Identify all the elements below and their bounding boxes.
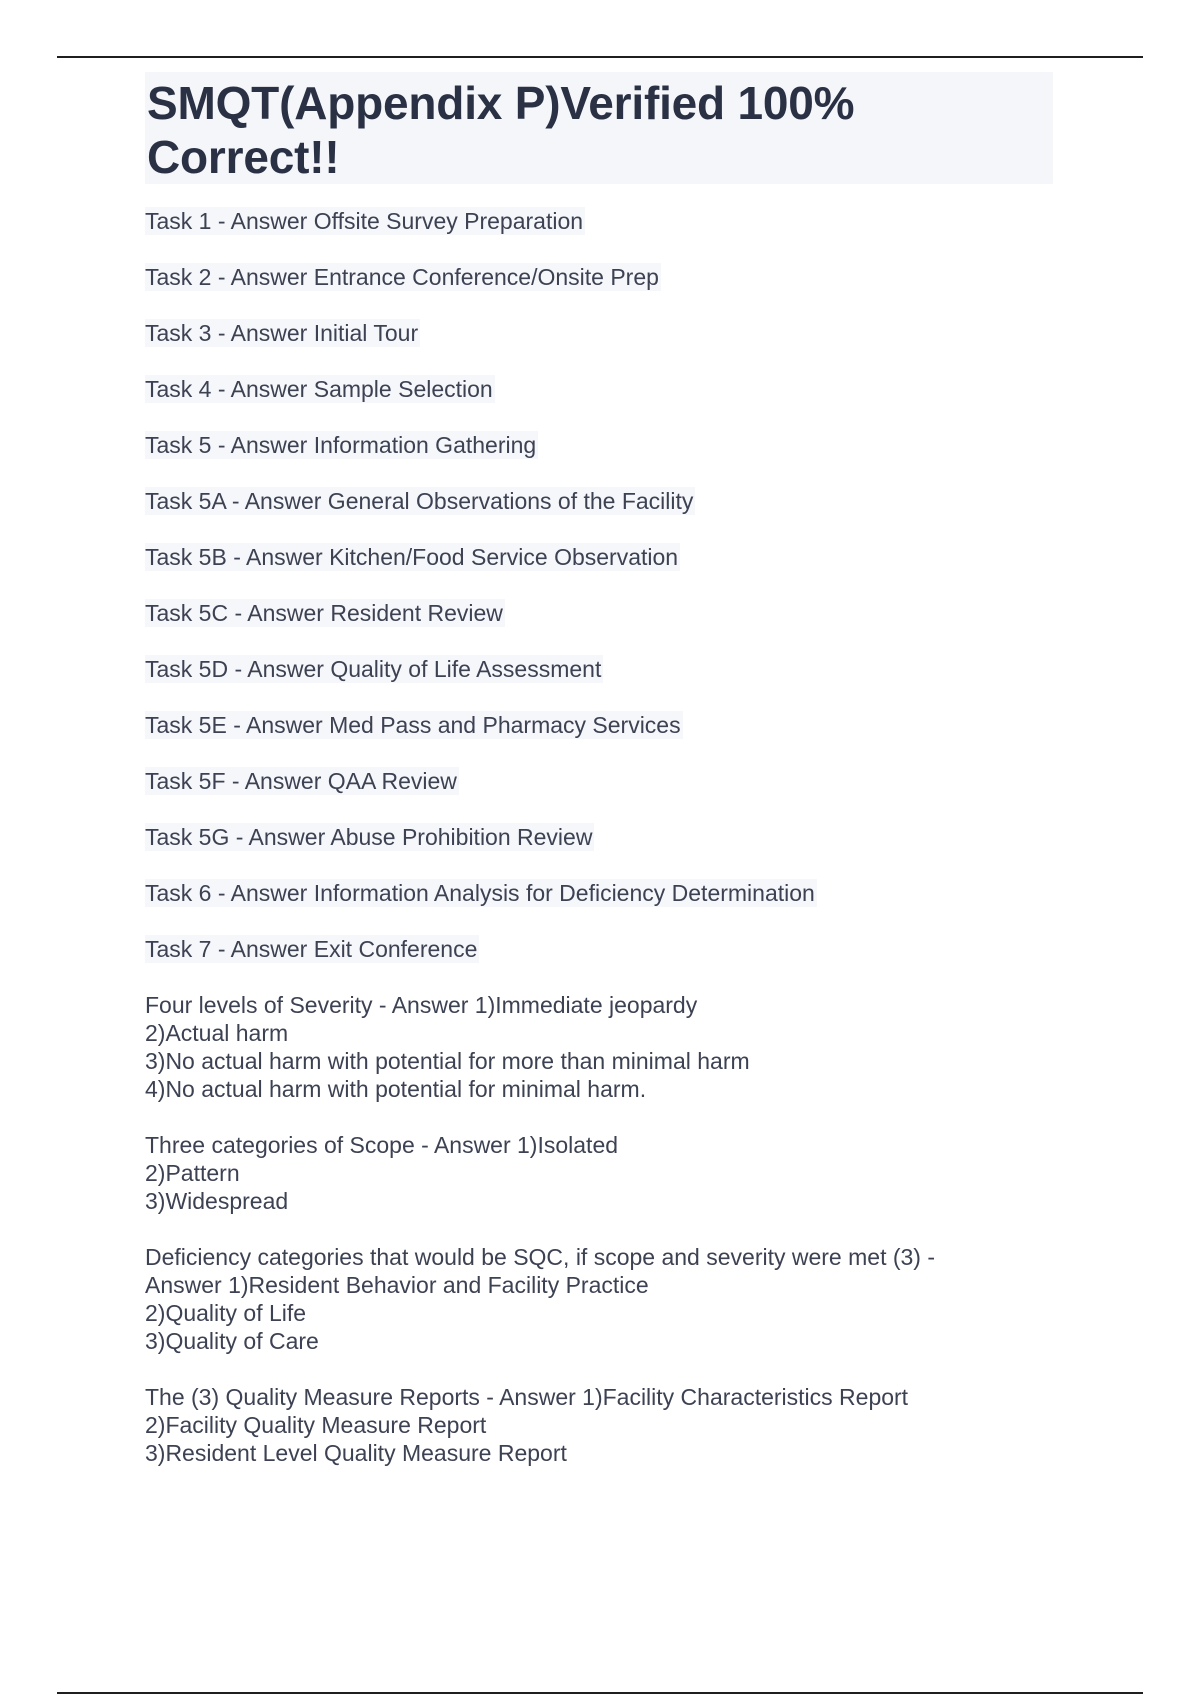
qa-item: Task 6 - Answer Information Analysis for Deficiency Determination [145,880,815,906]
qa-item: Task 2 - Answer Entrance Conference/Onsite Prep [145,264,659,290]
qa-item-scope [145,1131,620,1215]
qa-line: 3)No actual harm with potential for more than minimal harm [145,1048,750,1074]
qa-line: 2)Pattern [145,1160,240,1186]
page-title: SMQT(Appendix P)Verified 100% Correct!! [147,77,855,183]
qa-item-deficiency [145,1243,937,1355]
qa-item: Task 5C - Answer Resident Review [145,600,503,626]
qa-line: Answer 1)Resident Behavior and Facility Practice [145,1272,649,1298]
qa-item: Task 5E - Answer Med Pass and Pharmacy Services [145,712,681,738]
qa-item: Task 1 - Answer Offsite Survey Preparation [145,208,584,234]
qa-item: Task 5 - Answer Information Gathering [145,432,537,458]
qa-line: 3)Resident Level Quality Measure Report [145,1440,567,1466]
qa-item: Task 5F - Answer QAA Review [145,768,457,794]
qa-item: Task 3 - Answer Initial Tour [145,320,419,346]
qa-line: The (3) Quality Measure Reports - Answer 1)Facility Characteristics Report [145,1384,909,1410]
qa-line: Deficiency categories that would be SQC, if scope and severity were met (3) - [145,1244,936,1270]
qa-item: Task 7 - Answer Exit Conference [145,936,478,962]
qa-item-severity [145,991,752,1103]
qa-item: Task 5G - Answer Abuse Prohibition Review [145,824,593,850]
qa-line: 2)Facility Quality Measure Report [145,1412,487,1438]
qa-item: Task 4 - Answer Sample Selection [145,376,493,402]
qa-line: Four levels of Severity - Answer 1)Immediate jeopardy [145,992,698,1018]
qa-list [145,207,1065,1495]
qa-line: 4)No actual harm with potential for minimal harm. [145,1076,647,1102]
qa-line: 2)Quality of Life [145,1300,307,1326]
qa-line: 3)Widespread [145,1188,289,1214]
qa-item-quality-reports [145,1383,910,1467]
qa-item: Task 5B - Answer Kitchen/Food Service Observation [145,544,679,570]
top-rule [57,56,1143,58]
qa-line: 3)Quality of Care [145,1328,319,1354]
qa-line: 2)Actual harm [145,1020,289,1046]
qa-item: Task 5D - Answer Quality of Life Assessment [145,656,602,682]
qa-item: Task 5A - Answer General Observations of the Facility [145,488,694,514]
bottom-rule [57,1692,1143,1694]
title-block [145,72,1053,184]
qa-line: Three categories of Scope - Answer 1)Isolated [145,1132,619,1158]
